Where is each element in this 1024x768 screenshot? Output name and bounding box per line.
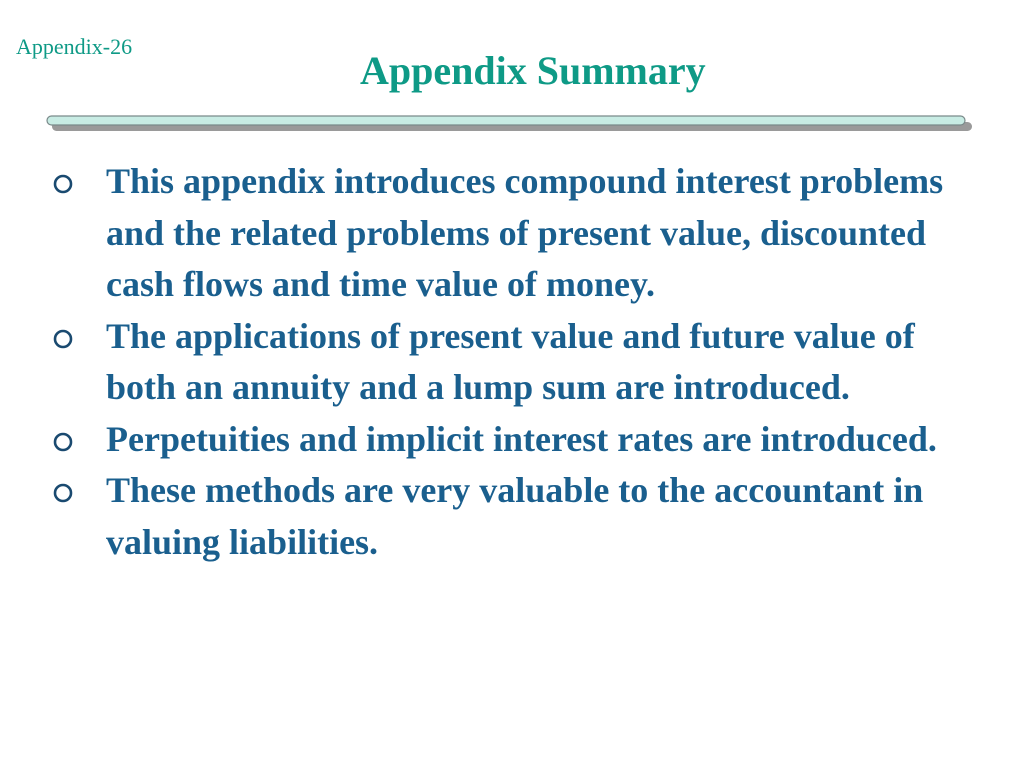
bullet-item xyxy=(52,414,952,466)
bullet-text: The applications of present value and future value of both an annuity and a lump sum are introduced. xyxy=(106,315,915,407)
bullet-item xyxy=(52,311,952,414)
hollow-circle-bullet-icon xyxy=(52,431,74,453)
title-divider-rule xyxy=(46,113,974,135)
bullet-text: Perpetuities and implicit interest rates are introduced. xyxy=(106,418,937,459)
hollow-circle-bullet-icon xyxy=(52,482,74,504)
hollow-circle-bullet-icon xyxy=(52,328,74,350)
bullet-text: These methods are very valuable to the accountant in valuing liabilities. xyxy=(106,470,924,562)
appendix-page-label: Appendix-26 xyxy=(16,34,133,59)
divider-bar xyxy=(47,116,965,125)
hollow-circle-bullet-icon xyxy=(52,173,74,195)
bullet-item xyxy=(52,156,952,311)
slide-title: Appendix Summary xyxy=(360,48,706,93)
summary-bullet-list xyxy=(52,156,952,568)
bullet-item xyxy=(52,465,952,568)
bullet-text: This appendix introduces compound interest problems and the related problems of present value, discounted cash flows and time value of money. xyxy=(106,161,944,304)
